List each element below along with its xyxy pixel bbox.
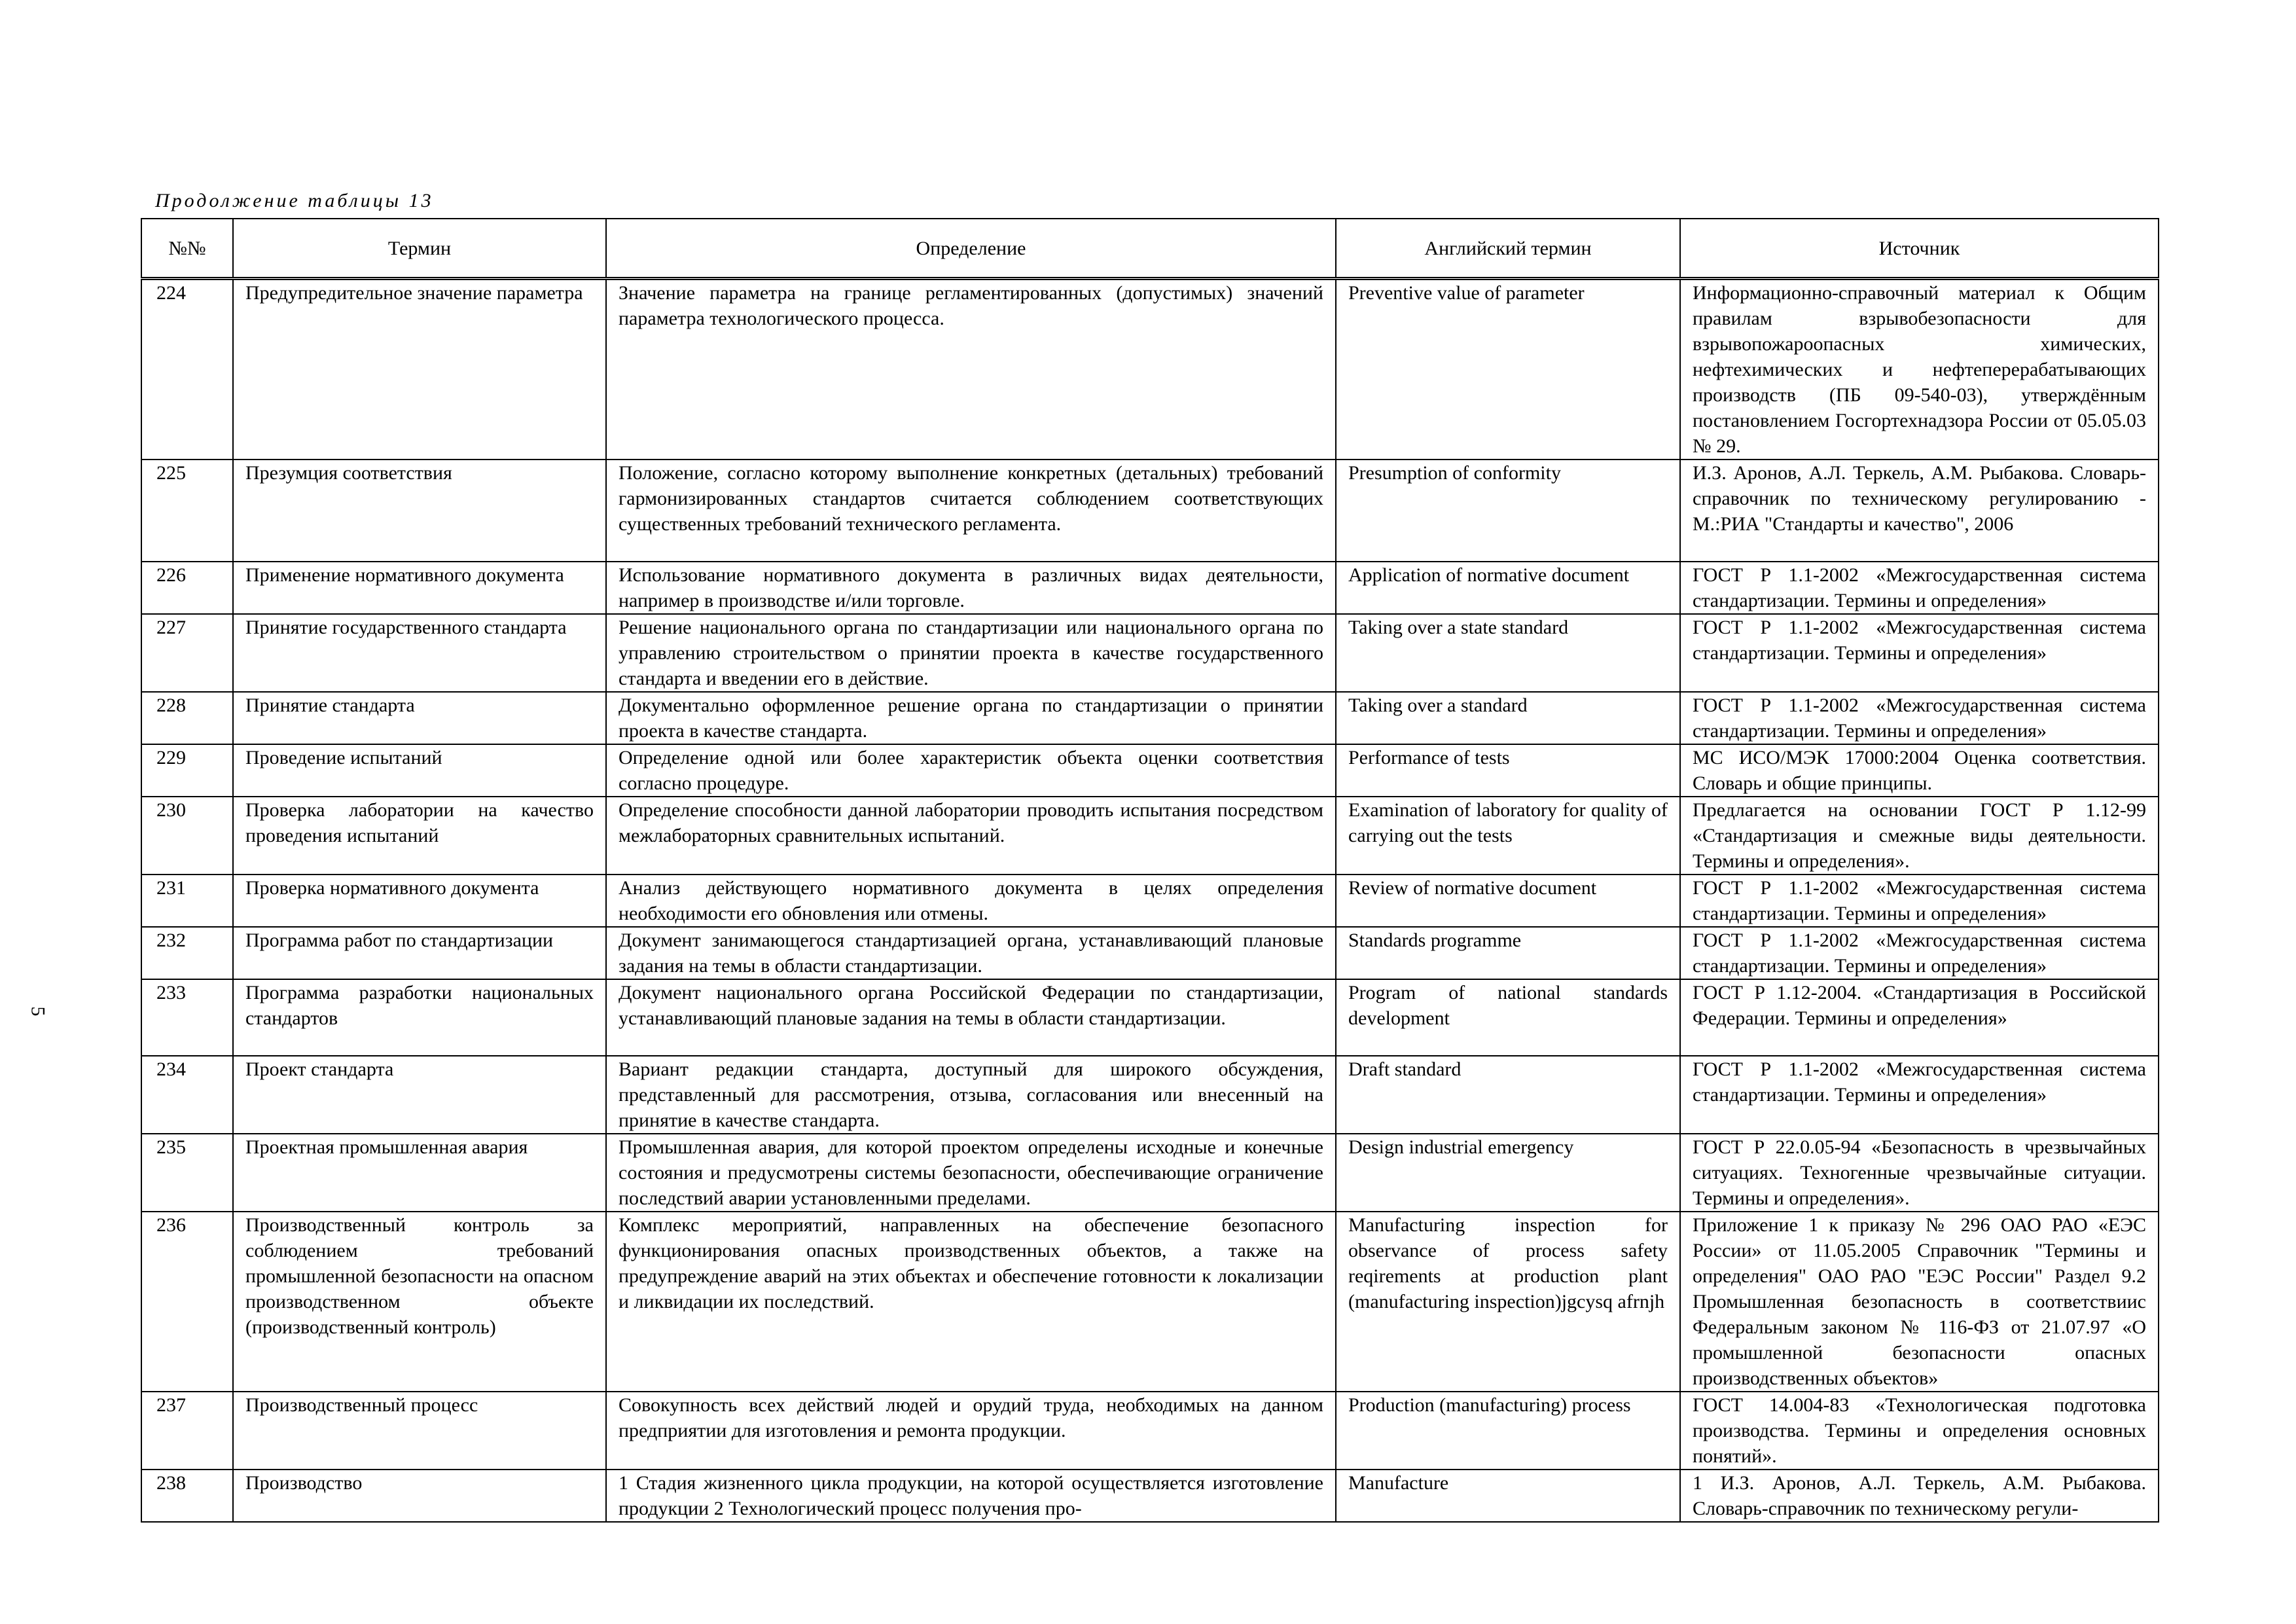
- table-row: [141, 1056, 2159, 1134]
- row-number: 238: [141, 1470, 233, 1522]
- header-english-term: Английский термин: [1336, 219, 1680, 279]
- table-row: [141, 460, 2159, 562]
- table-row: [141, 614, 2159, 692]
- row-definition: Документально оформленное решение органа по стандартизации о принятии проекта в качестве стандарта.: [606, 692, 1336, 744]
- page-number: 5: [27, 1006, 49, 1017]
- row-english-term: Production (manufacturing) process: [1336, 1392, 1680, 1470]
- table-row: [141, 927, 2159, 979]
- row-source: Информационно-справочный материал к Общим правилам взрывобезопасности для взрывопожароопасных химических, нефтехимических и нефтеперерабатывающих производств (ПБ 09-540-03), утверждённым постановлением Госгортехнадзора России от 05.05.03 № 29.: [1680, 279, 2159, 460]
- row-term: Программа работ по стандартизации: [233, 927, 606, 979]
- row-source: ГОСТ Р 1.1-2002 «Межгосударственная система стандартизации. Термины и определения»: [1680, 614, 2159, 692]
- row-number: 230: [141, 797, 233, 875]
- row-definition: Вариант редакции стандарта, доступный для широкого обсуждения, представленный для рассмотрения, отзыва, согласования или внесенный на принятие в качестве стандарта.: [606, 1056, 1336, 1134]
- row-term: Принятие государственного стандарта: [233, 614, 606, 692]
- row-source: ГОСТ Р 1.1-2002 «Межгосударственная система стандартизации. Термины и определения»: [1680, 1056, 2159, 1134]
- row-term: Применение нормативного документа: [233, 562, 606, 614]
- table-caption: Продолжение таблицы 13: [155, 190, 434, 211]
- row-english-term: Performance of tests: [1336, 744, 1680, 797]
- row-definition: Определение одной или более характеристик объекта оценки соответствия согласно процедуре.: [606, 744, 1336, 797]
- row-source: ГОСТ Р 1.1-2002 «Межгосударственная система стандартизации. Термины и определения»: [1680, 875, 2159, 927]
- table-row: [141, 797, 2159, 875]
- row-source: ГОСТ Р 1.1-2002 «Межгосударственная система стандартизации. Термины и определения»: [1680, 692, 2159, 744]
- row-definition: Положение, согласно которому выполнение конкретных (детальных) требований гармонизированных стандартов считается соблюдением соответствующих существенных требований технического регламента.: [606, 460, 1336, 562]
- table-row: [141, 875, 2159, 927]
- row-term: Проверка лаборатории на качество проведения испытаний: [233, 797, 606, 875]
- row-term: Производственный контроль за соблюдением требований промышленной безопасности на опасном производственном объекте (производственный контроль): [233, 1212, 606, 1392]
- row-english-term: Design industrial emergency: [1336, 1134, 1680, 1212]
- row-definition: Промышленная авария, для которой проектом определены исходные и конечные состояния и предусмотрены системы безопасности, обеспечивающие ограничение последствий аварии установленными пределами.: [606, 1134, 1336, 1212]
- table-row: [141, 1470, 2159, 1522]
- row-definition: Использование нормативного документа в различных видах деятельности, например в производстве и/или торговле.: [606, 562, 1336, 614]
- table-row: [141, 979, 2159, 1056]
- row-source: МС ИСО/МЭК 17000:2004 Оценка соответствия. Словарь и общие принципы.: [1680, 744, 2159, 797]
- table-row: [141, 1134, 2159, 1212]
- row-term: Предупредительное значение параметра: [233, 279, 606, 460]
- row-source: ГОСТ Р 1.12-2004. «Стандартизация в Российской Федерации. Термины и определения»: [1680, 979, 2159, 1056]
- row-number: 224: [141, 279, 233, 460]
- row-number: 234: [141, 1056, 233, 1134]
- row-english-term: Manufacture: [1336, 1470, 1680, 1522]
- row-definition: Анализ действующего нормативного документа в целях определения необходимости его обновления или отмены.: [606, 875, 1336, 927]
- row-source: И.З. Аронов, А.Л. Теркель, А.М. Рыбакова. Словарь-справочник по техническому регулированию - М.:РИА "Стандарты и качество", 2006: [1680, 460, 2159, 562]
- table-row: [141, 279, 2159, 460]
- row-term: Проект стандарта: [233, 1056, 606, 1134]
- table-row: [141, 744, 2159, 797]
- row-definition: Документ национального органа Российской Федерации по стандартизации, устанавливающий плановые задания на темы в области стандартизации.: [606, 979, 1336, 1056]
- terms-table: [141, 218, 2159, 1523]
- row-number: 233: [141, 979, 233, 1056]
- row-number: 235: [141, 1134, 233, 1212]
- row-source: ГОСТ Р 22.0.05-94 «Безопасность в чрезвычайных ситуациях. Техногенные чрезвычайные ситуации. Термины и определения».: [1680, 1134, 2159, 1212]
- row-definition: Значение параметра на границе регламентированных (допустимых) значений параметра технологического процесса.: [606, 279, 1336, 460]
- row-term: Проверка нормативного документа: [233, 875, 606, 927]
- row-english-term: Standards programme: [1336, 927, 1680, 979]
- row-english-term: Draft standard: [1336, 1056, 1680, 1134]
- row-number: 228: [141, 692, 233, 744]
- table-row: [141, 1212, 2159, 1392]
- row-definition: Документ занимающегося стандартизацией органа, устанавливающий плановые задания на темы в области стандартизации.: [606, 927, 1336, 979]
- table-row: [141, 1392, 2159, 1470]
- row-definition: Определение способности данной лаборатории проводить испытания посредством межлабораторных сравнительных испытаний.: [606, 797, 1336, 875]
- row-english-term: Taking over a state standard: [1336, 614, 1680, 692]
- row-number: 225: [141, 460, 233, 562]
- row-source: ГОСТ 14.004-83 «Технологическая подготовка производства. Термины и определения основных понятий».: [1680, 1392, 2159, 1470]
- row-term: Принятие стандарта: [233, 692, 606, 744]
- row-english-term: Manufacturing inspection for observance of process safety reqirements at production plant (manufacturing inspection)jgcysq afrnjh: [1336, 1212, 1680, 1392]
- row-term: Проведение испытаний: [233, 744, 606, 797]
- row-source: ГОСТ Р 1.1-2002 «Межгосударственная система стандартизации. Термины и определения»: [1680, 562, 2159, 614]
- row-number: 237: [141, 1392, 233, 1470]
- header-number: №№: [141, 219, 233, 279]
- row-term: Программа разработки национальных стандартов: [233, 979, 606, 1056]
- row-english-term: Program of national standards development: [1336, 979, 1680, 1056]
- row-definition: Совокупность всех действий людей и орудий труда, необходимых на данном предприятии для изготовления и ремонта продукции.: [606, 1392, 1336, 1470]
- row-term: Производственный процесс: [233, 1392, 606, 1470]
- row-source: 1 И.З. Аронов, А.Л. Теркель, А.М. Рыбакова. Словарь-справочник по техническому регули-: [1680, 1470, 2159, 1522]
- row-english-term: Application of normative document: [1336, 562, 1680, 614]
- row-term: Презумция соответствия: [233, 460, 606, 562]
- row-term: Производство: [233, 1470, 606, 1522]
- row-number: 232: [141, 927, 233, 979]
- table-row: [141, 562, 2159, 614]
- row-definition: Решение национального органа по стандартизации или национального органа по управлению строительством о принятии проекта в качестве государственного стандарта и введении его в действие.: [606, 614, 1336, 692]
- header-source: Источник: [1680, 219, 2159, 279]
- row-english-term: Review of normative document: [1336, 875, 1680, 927]
- row-number: 226: [141, 562, 233, 614]
- row-definition: 1 Стадия жизненного цикла продукции, на которой осуществляется изготовление продукции 2 Технологический процесс получения про-: [606, 1470, 1336, 1522]
- table-row: [141, 692, 2159, 744]
- row-source: ГОСТ Р 1.1-2002 «Межгосударственная система стандартизации. Термины и определения»: [1680, 927, 2159, 979]
- row-number: 227: [141, 614, 233, 692]
- header-row: [141, 219, 2159, 279]
- row-definition: Комплекс мероприятий, направленных на обеспечение безопасного функционирования опасных производственных объектов, а также на предупреждение аварий на этих объектах и обеспечение готовности к локализации и ликвидации их последствий.: [606, 1212, 1336, 1392]
- row-term: Проектная промышленная авария: [233, 1134, 606, 1212]
- row-english-term: Examination of laboratory for quality of carrying out the tests: [1336, 797, 1680, 875]
- header-definition: Определение: [606, 219, 1336, 279]
- row-number: 229: [141, 744, 233, 797]
- row-source: Предлагается на основании ГОСТ Р 1.12-99 «Стандартизация и смежные виды деятельности. Термины и определения».: [1680, 797, 2159, 875]
- row-english-term: Preventive value of parameter: [1336, 279, 1680, 460]
- row-english-term: Taking over a standard: [1336, 692, 1680, 744]
- row-english-term: Presumption of conformity: [1336, 460, 1680, 562]
- header-term: Термин: [233, 219, 606, 279]
- row-number: 236: [141, 1212, 233, 1392]
- row-source: Приложение 1 к приказу № 296 ОАО РАО «ЕЭС России» от 11.05.2005 Справочник "Термины и определения" ОАО РАО "ЕЭС России" Раздел 9.2 Промышленная безопасность в соответствиис Федеральным законом № 116-ФЗ от 21.07.97 «О промышленной безопасности опасных производственных объектов»: [1680, 1212, 2159, 1392]
- row-number: 231: [141, 875, 233, 927]
